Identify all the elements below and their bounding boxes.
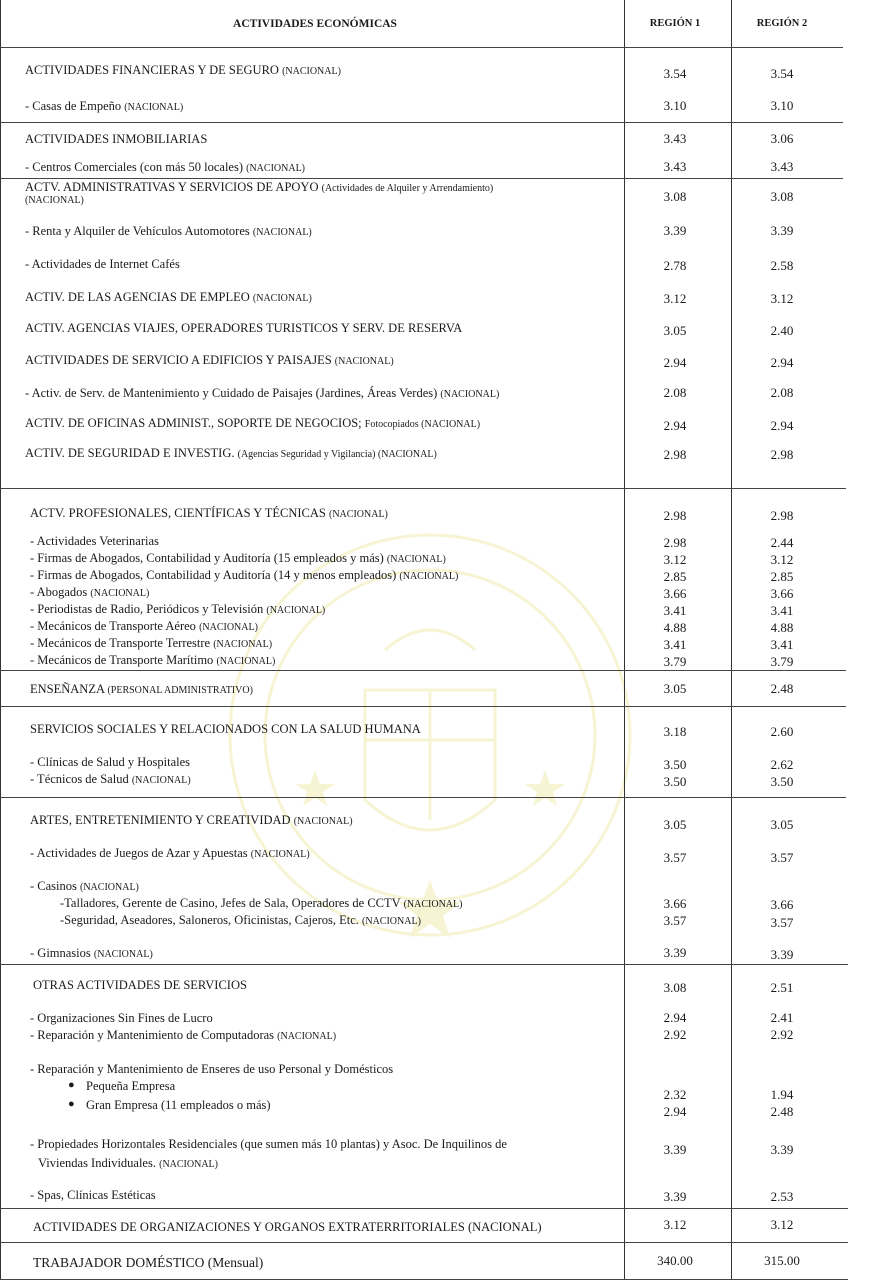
row-label: - Mecánicos de Transporte Marítimo (30, 653, 214, 667)
region2-value: 3.54 (770, 66, 794, 81)
row-note: (NACIONAL) (159, 1159, 218, 1170)
region2-value: 2.98 (770, 447, 794, 462)
region2-value: 2.85 (770, 569, 794, 584)
row-note: (NACIONAL) (246, 163, 306, 174)
region2-value: 3.39 (770, 947, 794, 962)
row-text (30, 567, 458, 585)
table-bottom-rule (0, 1279, 848, 1280)
region2-value: 2.48 (770, 681, 794, 696)
region1-value: 2.98 (663, 447, 687, 462)
section-rule (0, 797, 846, 798)
region2-value: 3.41 (770, 603, 794, 618)
row-text (25, 62, 341, 80)
row-label: - Reparación y Mantenimiento de Computadoras (30, 1028, 275, 1042)
region1-value: 3.39 (663, 945, 687, 960)
region1-value: 3.43 (663, 159, 687, 174)
row-text (30, 1027, 336, 1045)
row-text (30, 635, 272, 653)
section-rule (0, 1242, 848, 1243)
header-activity: ACTIVIDADES ECONÓMICAS (233, 18, 397, 30)
row-label: ACTIVIDADES FINANCIERAS Y DE SEGURO (25, 63, 279, 77)
row-label: ACTIVIDADES INMOBILIARIAS (25, 132, 208, 146)
row-note: (Agencias Seguridad y Vigilancia) (NACIONAL) (237, 449, 437, 460)
region2-value: 2.60 (770, 724, 794, 739)
region2-value: 3.57 (770, 850, 794, 865)
region1-value: 3.66 (663, 586, 687, 601)
row-text (30, 771, 191, 789)
region2-value: 2.62 (770, 757, 794, 772)
region2-value: 3.41 (770, 637, 794, 652)
region1-value: 3.39 (663, 1189, 687, 1204)
row-text (25, 415, 480, 433)
header-rule (0, 47, 843, 48)
row-text (30, 1010, 213, 1026)
region1-value: 2.94 (663, 1104, 687, 1119)
region1-value: 3.12 (663, 291, 687, 306)
row-label: ACTV. ADMINISTRATIVAS Y SERVICIOS DE APOYO (25, 180, 319, 194)
row-note: (NACIONAL) (362, 916, 421, 927)
region2-value: 2.08 (770, 385, 794, 400)
row-text (86, 1097, 271, 1113)
region1-value: 3.12 (663, 1217, 687, 1232)
row-note: (NACIONAL) (80, 882, 139, 893)
row-text (30, 945, 153, 963)
row-label: TRABAJADOR DOMÉSTICO (Mensual) (33, 1255, 264, 1270)
region1-value: 3.50 (663, 774, 687, 789)
region1-value: 3.39 (663, 223, 687, 238)
row-label: ACTIVIDADES DE SERVICIO A EDIFICIOS Y PAISAJES (25, 353, 332, 367)
region2-value: 3.57 (770, 915, 794, 930)
section-rule (0, 670, 846, 671)
row-text (25, 352, 394, 370)
region1-value: 2.08 (663, 385, 687, 400)
region1-value: 3.39 (663, 1142, 687, 1157)
row-note: (NACIONAL) (440, 389, 500, 400)
row-label: -Seguridad, Aseadores, Saloneros, Oficinistas, Cajeros, Etc. (60, 913, 359, 927)
region2-value: 3.08 (770, 189, 794, 204)
region1-value: 3.08 (663, 189, 687, 204)
region1-value: 3.05 (663, 681, 687, 696)
region1-value: 3.50 (663, 757, 687, 772)
region2-value: 3.10 (770, 98, 794, 113)
region2-value: 3.79 (770, 654, 794, 669)
row-note: (PERSONAL ADMINISTRATIVO) (107, 685, 253, 696)
region2-value: 2.94 (770, 418, 794, 433)
row-text (60, 912, 421, 930)
row-label: ACTIVIDADES DE ORGANIZACIONES Y ORGANOS EXTRATERRITORIALES (NACIONAL) (33, 1220, 542, 1234)
row-note: (NACIONAL) (399, 571, 459, 582)
row-label: ACTIV. DE LAS AGENCIAS DE EMPLEO (25, 290, 250, 304)
row-text (25, 445, 437, 463)
row-text (30, 845, 310, 863)
region2-value: 2.40 (770, 323, 794, 338)
region1-value: 2.94 (663, 355, 687, 370)
region2-value: 3.66 (770, 586, 794, 601)
region1-value: 2.94 (663, 1010, 687, 1025)
row-text (30, 533, 159, 549)
row-text (33, 1255, 263, 1271)
region1-value: 2.32 (663, 1087, 687, 1102)
row-label: ACTV. PROFESIONALES, CIENTÍFICAS Y TÉCNICAS (30, 506, 326, 520)
row-text (25, 159, 305, 177)
header-region-2: REGIÓN 2 (756, 18, 808, 29)
row-note: (NACIONAL) (250, 849, 310, 860)
row-label: - Firmas de Abogados, Contabilidad y Auditoría (15 empleados y más) (30, 551, 384, 565)
region1-value: 2.98 (663, 508, 687, 523)
row-label: - Actividades Veterinarias (30, 534, 159, 548)
row-note: (NACIONAL) (277, 1031, 337, 1042)
row-note: (NACIONAL) (90, 588, 150, 599)
row-text (30, 754, 190, 770)
row-label: - Casas de Empeño (25, 99, 122, 113)
region1-value: 3.41 (663, 637, 687, 652)
row-label: - Centros Comerciales (con más 50 locales) (25, 160, 243, 174)
row-label: - Técnicos de Salud (30, 772, 129, 786)
row-note: (NACIONAL) (124, 102, 184, 113)
region1-value: 2.98 (663, 535, 687, 550)
region2-value: 2.51 (770, 980, 794, 995)
row-text (30, 550, 446, 568)
row-note: (NACIONAL) (403, 899, 463, 910)
row-label: ACTIV. DE OFICINAS ADMINIST., SOPORTE DE NEGOCIOS; (25, 416, 362, 430)
row-text (25, 131, 207, 147)
row-label: - Gimnasios (30, 946, 91, 960)
row-text (30, 681, 253, 699)
row-text (30, 878, 139, 896)
region1-value: 3.05 (663, 817, 687, 832)
region2-value: 3.39 (770, 223, 794, 238)
row-note: (NACIONAL) (213, 639, 273, 650)
row-note: (NACIONAL) (93, 949, 153, 960)
row-label: - Propiedades Horizontales Residenciales (que sumen más 10 plantas) y Asoc. De Inquilinos de (30, 1137, 507, 1151)
row-text (60, 895, 462, 913)
region2-value: 3.66 (770, 897, 794, 912)
section-rule (0, 964, 848, 965)
region1-value: 2.78 (663, 258, 687, 273)
row-text (30, 721, 421, 737)
region1-value: 2.92 (663, 1027, 687, 1042)
row-note: (NACIONAL) (252, 293, 312, 304)
row-label: - Reparación y Mantenimiento de Enseres de uso Personal y Domésticos (30, 1062, 394, 1076)
row-label: - Actividades de Internet Cafés (25, 257, 180, 271)
row-note: (NACIONAL) (386, 554, 446, 565)
region2-value: 3.12 (770, 291, 794, 306)
region2-value: 2.48 (770, 1104, 794, 1119)
row-note: (NACIONAL) (131, 775, 191, 786)
region2-value: 2.58 (770, 258, 794, 273)
region1-value: 4.88 (663, 620, 687, 635)
row-text (25, 179, 493, 197)
region1-value: 2.94 (663, 418, 687, 433)
row-label: - Renta y Alquiler de Vehículos Automotores (25, 224, 250, 238)
region2-value: 3.39 (770, 1142, 794, 1157)
row-note: (NACIONAL) (334, 356, 394, 367)
region2-value: 4.88 (770, 620, 794, 635)
row-text (25, 98, 183, 116)
row-text (30, 1136, 507, 1152)
row-label: - Firmas de Abogados, Contabilidad y Auditoría (14 y menos empleados) (30, 568, 397, 582)
section-rule (0, 488, 846, 489)
region2-value: 3.06 (770, 131, 794, 146)
table-left-border (0, 0, 1, 1280)
row-note: (Actividades de Alquiler y Arrendamiento) (321, 183, 494, 194)
row-label: - Activ. de Serv. de Mantenimiento y Cuidado de Paisajes (Jardines, Áreas Verdes) (25, 386, 438, 400)
bullet-icon: ● (68, 1098, 75, 1110)
row-label: - Casinos (30, 879, 77, 893)
region2-value: 3.12 (770, 552, 794, 567)
row-note: (NACIONAL) (266, 605, 326, 616)
row-label: ACTIV. AGENCIAS VIAJES, OPERADORES TURISTICOS Y SERV. DE RESERVA (25, 321, 463, 335)
row-label: -Talladores, Gerente de Casino, Jefes de Sala, Operadores de CCTV (60, 896, 401, 910)
row-note: (NACIONAL) (199, 622, 258, 633)
region1-value: 3.18 (663, 724, 687, 739)
region2-value: 2.98 (770, 508, 794, 523)
region1-value: 3.12 (663, 552, 687, 567)
region1-value: 3.41 (663, 603, 687, 618)
header-region-1: REGIÓN 1 (649, 18, 701, 29)
row-note: (NACIONAL) (282, 66, 341, 77)
row-label: - Actividades de Juegos de Azar y Apuestas (30, 846, 248, 860)
region2-value: 2.53 (770, 1189, 794, 1204)
row-text (30, 505, 388, 523)
section-rule (0, 122, 843, 123)
region2-value: 2.92 (770, 1027, 794, 1042)
region1-value: 3.79 (663, 654, 687, 669)
row-text (33, 977, 247, 993)
bullet-icon: ● (68, 1079, 75, 1091)
row-text (25, 256, 180, 272)
region1-value: 3.43 (663, 131, 687, 146)
region2-value: 2.44 (770, 535, 794, 550)
section-rule (0, 1208, 848, 1209)
region1-value: 3.10 (663, 98, 687, 113)
row-text (30, 618, 258, 636)
row-label: - Periodistas de Radio, Periódicos y Televisión (30, 602, 264, 616)
row-note: (NACIONAL) (329, 509, 388, 520)
row-label-line2: Viviendas Individuales. (38, 1156, 156, 1170)
region2-value: 3.12 (770, 1217, 794, 1232)
row-label: SERVICIOS SOCIALES Y RELACIONADOS CON LA SALUD HUMANA (30, 722, 421, 736)
region1-value: 340.00 (657, 1253, 693, 1268)
row-text (25, 385, 499, 403)
row-text (30, 601, 325, 619)
region1-value: 3.08 (663, 980, 687, 995)
row-text (30, 1061, 393, 1077)
region2-value: 2.94 (770, 355, 794, 370)
row-label: ENSEÑANZA (30, 682, 105, 696)
row-text (25, 320, 462, 336)
region1-value: 3.57 (663, 850, 687, 865)
row-text (38, 1155, 218, 1173)
row-text (25, 289, 312, 307)
row-label: Gran Empresa (11 empleados o más) (86, 1098, 271, 1112)
row-label: - Clínicas de Salud y Hospitales (30, 755, 191, 769)
row-label: OTRAS ACTIVIDADES DE SERVICIOS (33, 978, 247, 992)
row-label: Pequeña Empresa (86, 1079, 176, 1093)
region1-value: 2.85 (663, 569, 687, 584)
region2-value: 1.94 (770, 1087, 794, 1102)
row-note-line2: (NACIONAL) (25, 195, 84, 206)
row-text (30, 1187, 156, 1203)
row-label: ARTES, ENTRETENIMIENTO Y CREATIVIDAD (30, 813, 291, 827)
region1-value: 3.57 (663, 913, 687, 928)
region2-value: 3.05 (770, 817, 794, 832)
row-text (30, 584, 149, 602)
row-label: - Mecánicos de Transporte Aéreo (30, 619, 196, 633)
row-note: (NACIONAL) (252, 227, 312, 238)
row-label: - Organizaciones Sin Fines de Lucro (30, 1011, 213, 1025)
region2-value: 315.00 (764, 1253, 800, 1268)
row-note: (NACIONAL) (216, 656, 276, 667)
row-text (30, 652, 275, 670)
row-label: - Spas, Clínicas Estéticas (30, 1188, 156, 1202)
row-label: - Abogados (30, 585, 88, 599)
region1-value: 3.66 (663, 896, 687, 911)
row-note: (NACIONAL) (293, 816, 353, 827)
region2-value: 3.50 (770, 774, 794, 789)
row-label: - Mecánicos de Transporte Terrestre (30, 636, 211, 650)
section-rule (0, 706, 846, 707)
row-note: Fotocopiados (NACIONAL) (364, 419, 481, 430)
row-text (33, 1219, 542, 1235)
region1-value: 3.54 (663, 66, 687, 81)
region1-value: 3.05 (663, 323, 687, 338)
row-text (86, 1078, 175, 1094)
row-text (30, 812, 353, 830)
row-label: ACTIV. DE SEGURIDAD E INVESTIG. (25, 446, 235, 460)
region2-value: 2.41 (770, 1010, 794, 1025)
row-text (25, 223, 312, 241)
region2-value: 3.43 (770, 159, 794, 174)
